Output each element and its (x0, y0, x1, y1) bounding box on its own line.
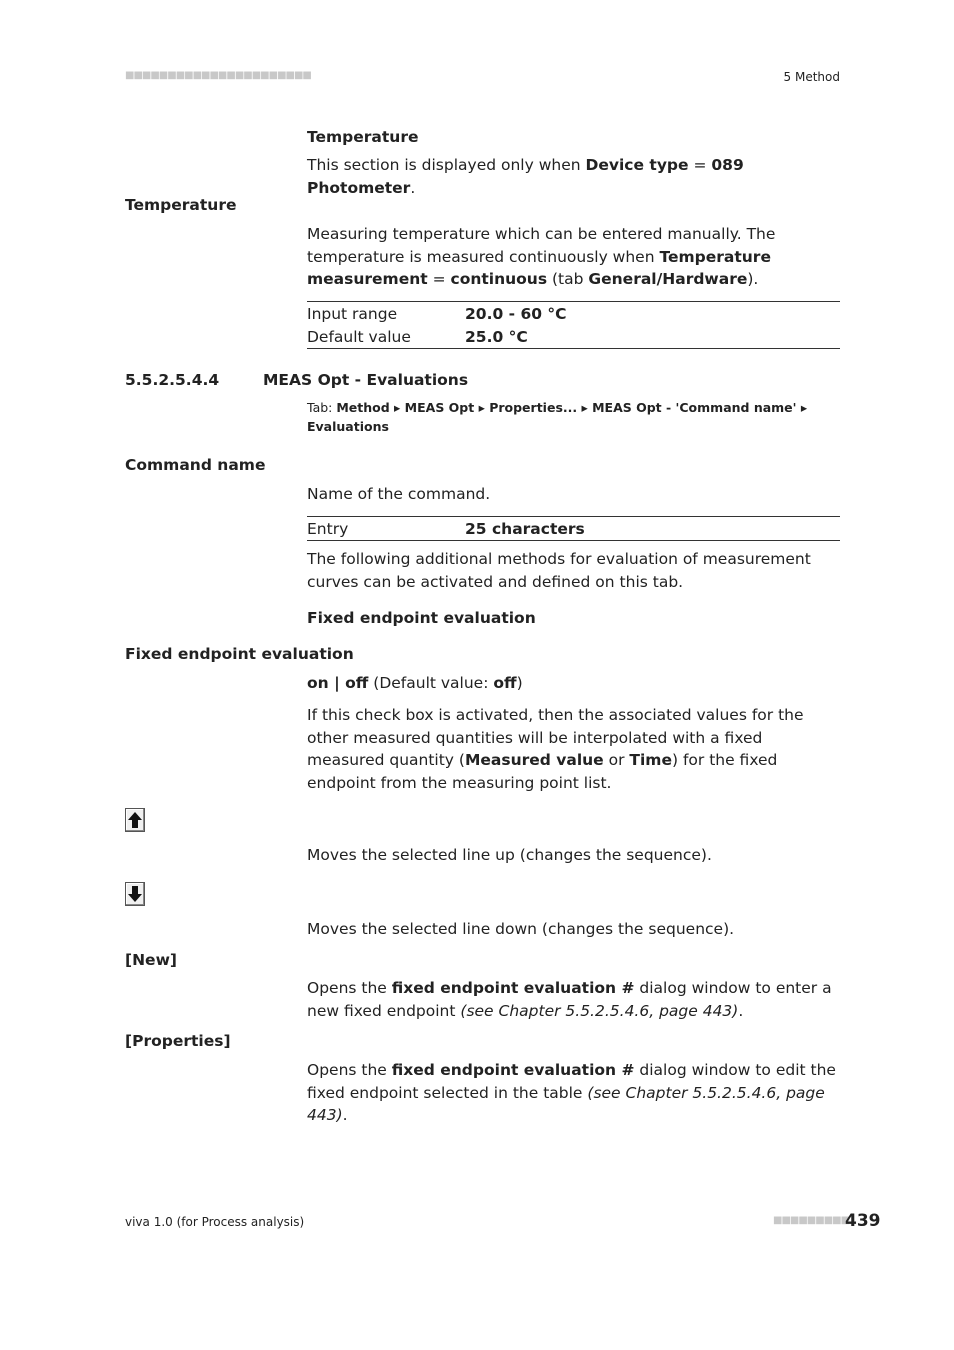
section-title: MEAS Opt - Evaluations (263, 371, 469, 389)
new-button-description: Opens the fixed endpoint evaluation # dialog window to enter a new fixed endpoint (see Chapter 5.5.2.5.4.6, page 443). (307, 979, 832, 1020)
param-value: 25.0 °C (465, 327, 528, 346)
fixed-endpoint-description: If this check box is activated, then the associated values for the other measured quantities will be interpolated with a fixed measured quantity (Measured value or Time) for the fixed endpoint from the measuring point list. (307, 706, 804, 792)
new-button-label: [New] (125, 951, 177, 969)
param-key: Input range (307, 304, 398, 323)
param-key: Default value (307, 327, 411, 346)
arrow-down-icon (128, 886, 142, 902)
move-up-description: Moves the selected line up (changes the sequence). (307, 846, 712, 864)
command-name-label: Command name (125, 456, 266, 474)
move-down-description: Moves the selected line down (changes the sequence). (307, 920, 735, 938)
section-number: 5.5.2.5.4.4 (125, 371, 220, 389)
command-name-parameter-table (307, 516, 840, 541)
evaluations-intro: The following additional methods for evaluation of measurement curves can be activated and defined on this tab. (307, 550, 811, 591)
footer-decoration: ■■■■■■■■■ (773, 1215, 850, 1226)
param-value: 25 characters (465, 519, 585, 538)
chapter-reference-link[interactable]: (see Chapter 5.5.2.5.4.6, page 443) (460, 1001, 739, 1020)
temperature-description: Measuring temperature which can be entered manually. The temperature is measured continuously when Temperature measurement = continuous (tab General/Hardware). (307, 225, 776, 288)
fixed-endpoint-options: on | off (Default value: off) (307, 674, 523, 692)
tab-path: Tab: Method ▸ MEAS Opt ▸ Properties... ▸ MEAS Opt - 'Command name' ▸ Evaluations (307, 400, 808, 434)
temperature-subheading: Temperature (307, 128, 419, 146)
arrow-up-icon (128, 812, 142, 828)
temperature-parameter-table (307, 301, 840, 349)
properties-button-description: Opens the fixed endpoint evaluation # dialog window to edit the fixed endpoint selected in the table (see Chapter 5.5.2.5.4.6, page 443). (307, 1061, 836, 1124)
footer-product: viva 1.0 (for Process analysis) (125, 1215, 305, 1229)
param-value: 20.0 - 60 °C (465, 304, 567, 323)
chapter-reference-link[interactable]: (see Chapter 5.5.2.5.4.6, page 443) (307, 1083, 825, 1124)
page-number: 439 (845, 1211, 881, 1231)
temperature-label: Temperature (125, 196, 237, 214)
command-name-description: Name of the command. (307, 485, 491, 503)
table-row (307, 302, 840, 326)
header-chapter: 5 Method (783, 70, 840, 84)
fixed-endpoint-subheading: Fixed endpoint evaluation (307, 609, 536, 627)
header-decoration: ■■■■■■■■■■■■■■■■■■■■■■ (125, 70, 311, 81)
table-row (307, 325, 840, 349)
temperature-intro: This section is displayed only when Device type = 089 Photometer. (307, 156, 744, 197)
table-row (307, 517, 840, 541)
properties-button-label: [Properties] (125, 1032, 231, 1050)
move-down-button[interactable] (125, 882, 145, 906)
param-key: Entry (307, 519, 349, 538)
fixed-endpoint-label: Fixed endpoint evaluation (125, 645, 354, 663)
move-up-button[interactable] (125, 808, 145, 832)
